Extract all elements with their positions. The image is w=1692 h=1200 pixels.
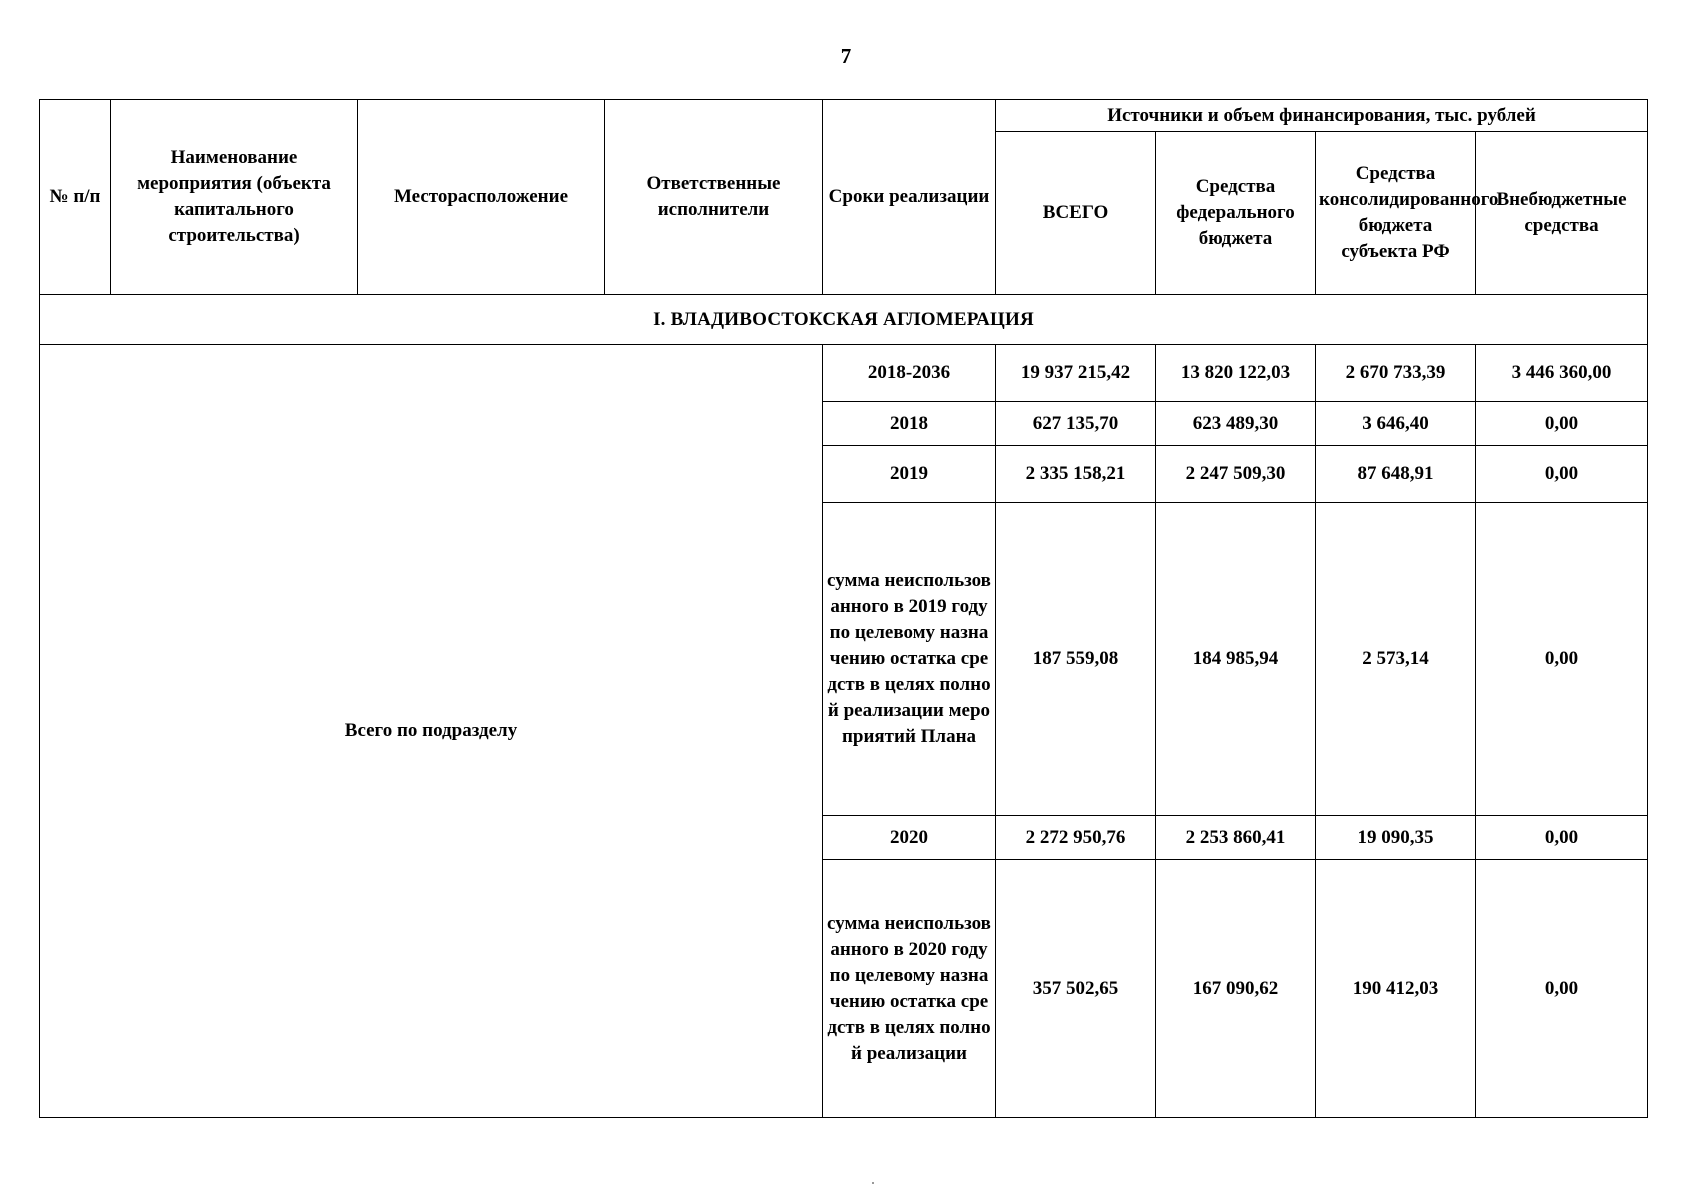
row-total: 2 335 158,21: [996, 446, 1156, 503]
row-federal: 13 820 122,03: [1156, 345, 1316, 402]
row-extrabudget: 0,00: [1476, 816, 1648, 860]
row-extrabudget: 0,00: [1476, 860, 1648, 1118]
row-extrabudget: 0,00: [1476, 503, 1648, 816]
header-location: Месторасположение: [358, 100, 605, 295]
row-period: 2019: [823, 446, 996, 503]
page-number: 7: [840, 44, 852, 68]
row-federal: 2 247 509,30: [1156, 446, 1316, 503]
header-extrabudget: Внебюджетные средства: [1476, 132, 1648, 295]
row-federal: 623 489,30: [1156, 402, 1316, 446]
row-regional: 2 670 733,39: [1316, 345, 1476, 402]
subtotal-label: Всего по подразделу: [40, 345, 823, 1118]
row-total: 187 559,08: [996, 503, 1156, 816]
table-row: [40, 345, 1648, 402]
row-regional: 3 646,40: [1316, 402, 1476, 446]
row-federal: 2 253 860,41: [1156, 816, 1316, 860]
row-federal: 184 985,94: [1156, 503, 1316, 816]
row-regional: 190 412,03: [1316, 860, 1476, 1118]
row-period: 2020: [823, 816, 996, 860]
row-total: 19 937 215,42: [996, 345, 1156, 402]
row-regional: 2 573,14: [1316, 503, 1476, 816]
row-extrabudget: 0,00: [1476, 446, 1648, 503]
row-regional: 19 090,35: [1316, 816, 1476, 860]
row-period-note: сумма неиспользованного в 2020 году по целевому назначению остатка средств в целях полной реализации: [823, 860, 996, 1118]
row-regional: 87 648,91: [1316, 446, 1476, 503]
financing-table: [39, 99, 1648, 1118]
row-period: 2018: [823, 402, 996, 446]
header-federal: Средства федерального бюджета: [1156, 132, 1316, 295]
row-extrabudget: 0,00: [1476, 402, 1648, 446]
scan-speck: [872, 1182, 874, 1184]
row-total: 2 272 950,76: [996, 816, 1156, 860]
header-no: № п/п: [40, 100, 111, 295]
row-total: 627 135,70: [996, 402, 1156, 446]
section-title: I. ВЛАДИВОСТОКСКАЯ АГЛОМЕРАЦИЯ: [40, 295, 1648, 345]
row-federal: 167 090,62: [1156, 860, 1316, 1118]
row-extrabudget: 3 446 360,00: [1476, 345, 1648, 402]
header-responsible: Ответственные исполнители: [605, 100, 823, 295]
row-period: 2018-2036: [823, 345, 996, 402]
header-regional: Средства консолидированного бюджета субъекта РФ: [1316, 132, 1476, 295]
header-name: Наименование мероприятия (объекта капитального строительства): [111, 100, 358, 295]
row-total: 357 502,65: [996, 860, 1156, 1118]
header-terms: Сроки реализации: [823, 100, 996, 295]
header-total: ВСЕГО: [996, 132, 1156, 295]
header-sources-group: Источники и объем финансирования, тыс. рублей: [996, 100, 1648, 132]
row-period-note: сумма неиспользованного в 2019 году по целевому назначению остатка средств в целях полной реализации мероприятий Плана: [823, 503, 996, 816]
